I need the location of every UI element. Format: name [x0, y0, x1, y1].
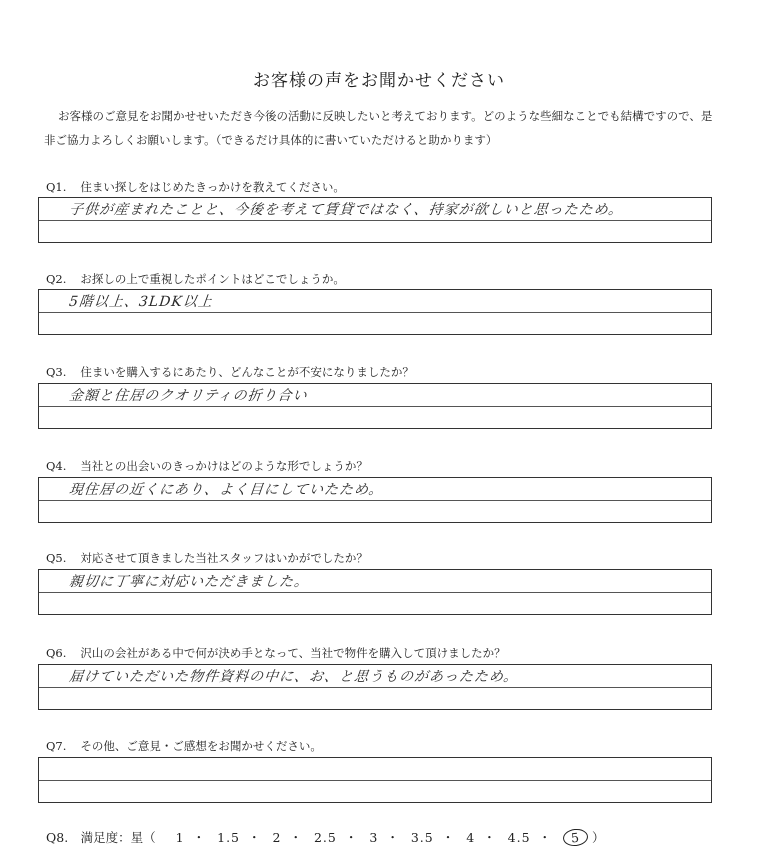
- handwritten-answer: 子供が産まれたことと、今後を考えて賃貸ではなく、持家が欲しいと思ったため。: [68, 202, 625, 218]
- rating-separator: ・: [538, 830, 552, 845]
- satisfaction-rating: [46, 828, 605, 846]
- question-q4: [46, 458, 368, 474]
- rating-option[interactable]: 2: [272, 830, 282, 845]
- question-text: 対応させて頂きました当社スタッフはいかがでしたか？: [80, 551, 368, 565]
- rating-option[interactable]: 2.5: [313, 830, 337, 845]
- rating-separator: ・: [248, 830, 261, 845]
- question-text: 住まい探しをはじめたきっかけを教えてください。: [80, 180, 345, 194]
- question-number: Q5.: [46, 551, 67, 565]
- question-number: Q4.: [46, 459, 67, 473]
- answer-box-q2[interactable]: [38, 289, 712, 335]
- page-title: お客様の声をお聞かせください: [253, 71, 505, 91]
- answer-box-q1[interactable]: [38, 197, 712, 243]
- question-q5: [46, 550, 368, 566]
- rating-separator: ・: [344, 830, 358, 845]
- rating-option[interactable]: 4: [466, 830, 476, 845]
- rating-option-selected[interactable]: 5: [562, 828, 589, 848]
- question-number: Q6.: [46, 646, 67, 660]
- rating-option[interactable]: 3: [369, 830, 379, 845]
- rating-option[interactable]: 4.5: [507, 830, 531, 845]
- question-q6: [46, 645, 506, 661]
- question-text: 当社との出会いのきっかけはどのような形でしょうか？: [80, 459, 368, 473]
- question-number: Q7.: [46, 739, 67, 753]
- rating-option[interactable]: 1: [175, 830, 185, 845]
- question-q3: [46, 364, 414, 380]
- rating-separator: ・: [289, 830, 302, 845]
- handwritten-answer: [68, 759, 70, 781]
- question-number: Q1.: [46, 180, 67, 194]
- answer-line: [39, 780, 711, 781]
- question-text: 沢山の会社がある中で何が決め手となって、当社で物件を購入して頂けましたか？: [80, 646, 506, 660]
- rating-separator: ・: [441, 830, 455, 845]
- rating-separator: ・: [483, 830, 496, 845]
- question-number: Q3.: [46, 365, 67, 379]
- handwritten-answer: 現住居の近くにあり、よく目にしていたため。: [68, 482, 385, 498]
- handwritten-answer: 5階以上、3LDK以上: [68, 294, 214, 310]
- rating-label: Q8. 満足度：星（: [46, 830, 156, 845]
- question-q1: [46, 179, 345, 195]
- rating-option[interactable]: 3.5: [410, 830, 434, 845]
- answer-box-q4[interactable]: [38, 477, 712, 523]
- answer-box-q7[interactable]: [38, 757, 712, 803]
- handwritten-answer: 親切に丁寧に対応いただきました。: [68, 574, 310, 590]
- handwritten-answer: 届けていただいた物件資料の中に、お、と思うものがあったため。: [68, 669, 520, 685]
- question-text: その他、ご意見・ご感想をお聞かせください。: [80, 739, 322, 753]
- handwritten-answer: 金額と住居のクオリティの折り合い: [68, 388, 309, 404]
- rating-separator: ・: [192, 830, 206, 845]
- answer-box-q6[interactable]: [38, 664, 712, 710]
- question-q7: [46, 738, 322, 754]
- rating-option[interactable]: 1.5: [217, 830, 241, 845]
- answer-box-q5[interactable]: [38, 569, 712, 615]
- question-text: お探しの上で重視したポイントはどこでしょうか。: [80, 272, 345, 286]
- rating-separator: ・: [386, 830, 399, 845]
- answer-box-q3[interactable]: [38, 383, 712, 429]
- question-q2: [46, 271, 345, 287]
- question-number: Q2.: [46, 272, 67, 286]
- intro-text: お客様のご意見をお聞かせせいただき今後の活動に反映したいと考えております。どのような些細なことでも結構ですので、是非ご協力よろしくお願いします。（できるだけ具体的に書いていただけると助かります）: [44, 109, 713, 147]
- question-text: 住まいを購入するにあたり、どんなことが不安になりましたか？: [80, 365, 414, 379]
- rating-close: ）: [592, 830, 605, 845]
